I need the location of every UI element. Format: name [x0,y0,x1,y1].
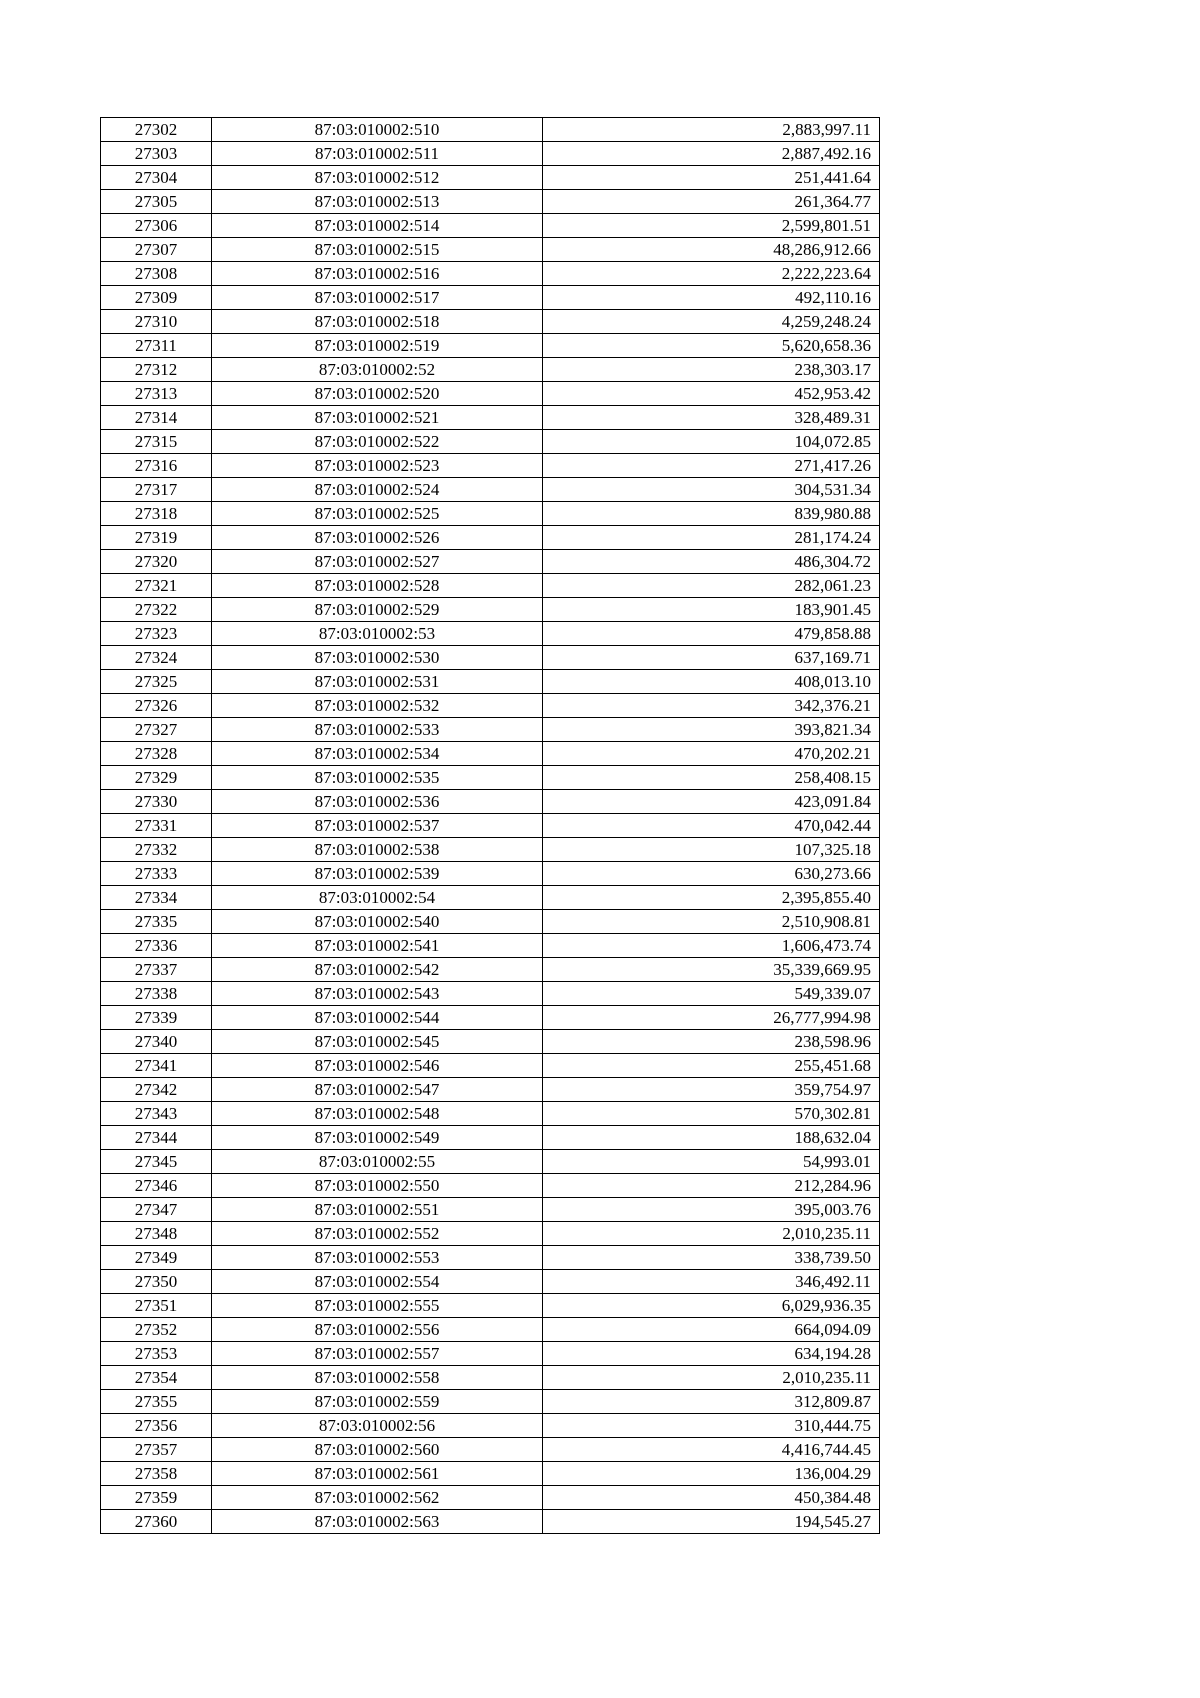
row-number-cell: 27359 [101,1486,212,1510]
table-row [101,1342,880,1366]
table-row [101,1270,880,1294]
table-row [101,622,880,646]
row-number-cell: 27333 [101,862,212,886]
row-number-cell: 27315 [101,430,212,454]
cadastral-number-cell: 87:03:010002:563 [212,1510,543,1534]
row-number-cell: 27327 [101,718,212,742]
table-row [101,958,880,982]
row-number-cell: 27340 [101,1030,212,1054]
row-number-cell: 27341 [101,1054,212,1078]
cadastral-number-cell: 87:03:010002:543 [212,982,543,1006]
row-number-cell: 27318 [101,502,212,526]
cadastral-number-cell: 87:03:010002:546 [212,1054,543,1078]
value-cell: 2,395,855.40 [543,886,880,910]
cadastral-number-cell: 87:03:010002:550 [212,1174,543,1198]
value-cell: 630,273.66 [543,862,880,886]
value-cell: 2,510,908.81 [543,910,880,934]
value-cell: 35,339,669.95 [543,958,880,982]
row-number-cell: 27336 [101,934,212,958]
table-row [101,142,880,166]
row-number-cell: 27303 [101,142,212,166]
row-number-cell: 27357 [101,1438,212,1462]
cadastral-number-cell: 87:03:010002:539 [212,862,543,886]
table-row [101,910,880,934]
cadastral-number-cell: 87:03:010002:512 [212,166,543,190]
row-number-cell: 27338 [101,982,212,1006]
value-cell: 188,632.04 [543,1126,880,1150]
row-number-cell: 27322 [101,598,212,622]
row-number-cell: 27307 [101,238,212,262]
value-cell: 634,194.28 [543,1342,880,1366]
cadastral-number-cell: 87:03:010002:53 [212,622,543,646]
row-number-cell: 27308 [101,262,212,286]
row-number-cell: 27346 [101,1174,212,1198]
table-row [101,886,880,910]
value-cell: 2,599,801.51 [543,214,880,238]
value-cell: 304,531.34 [543,478,880,502]
cadastral-number-cell: 87:03:010002:523 [212,454,543,478]
row-number-cell: 27329 [101,766,212,790]
row-number-cell: 27332 [101,838,212,862]
row-number-cell: 27360 [101,1510,212,1534]
value-cell: 342,376.21 [543,694,880,718]
cadastral-number-cell: 87:03:010002:530 [212,646,543,670]
table-row [101,598,880,622]
cadastral-number-cell: 87:03:010002:527 [212,550,543,574]
cadastral-number-cell: 87:03:010002:541 [212,934,543,958]
row-number-cell: 27356 [101,1414,212,1438]
row-number-cell: 27343 [101,1102,212,1126]
cadastral-number-cell: 87:03:010002:532 [212,694,543,718]
cadastral-number-cell: 87:03:010002:533 [212,718,543,742]
table-row [101,118,880,142]
row-number-cell: 27335 [101,910,212,934]
table-row [101,574,880,598]
value-cell: 251,441.64 [543,166,880,190]
value-cell: 470,202.21 [543,742,880,766]
row-number-cell: 27323 [101,622,212,646]
table-row [101,238,880,262]
cadastral-number-cell: 87:03:010002:535 [212,766,543,790]
row-number-cell: 27351 [101,1294,212,1318]
row-number-cell: 27304 [101,166,212,190]
value-cell: 261,364.77 [543,190,880,214]
cadastral-number-cell: 87:03:010002:545 [212,1030,543,1054]
table-row [101,406,880,430]
cadastral-number-cell: 87:03:010002:520 [212,382,543,406]
value-cell: 4,416,744.45 [543,1438,880,1462]
table-row [101,382,880,406]
table-row [101,1054,880,1078]
value-cell: 2,883,997.11 [543,118,880,142]
value-cell: 470,042.44 [543,814,880,838]
row-number-cell: 27324 [101,646,212,670]
cadastral-number-cell: 87:03:010002:525 [212,502,543,526]
table-row [101,358,880,382]
row-number-cell: 27337 [101,958,212,982]
value-cell: 664,094.09 [543,1318,880,1342]
value-cell: 2,887,492.16 [543,142,880,166]
table-row [101,814,880,838]
table-row [101,862,880,886]
row-number-cell: 27326 [101,694,212,718]
value-cell: 281,174.24 [543,526,880,550]
table-row [101,1486,880,1510]
table-row [101,790,880,814]
table-row [101,934,880,958]
cadastral-number-cell: 87:03:010002:515 [212,238,543,262]
value-cell: 450,384.48 [543,1486,880,1510]
table-row [101,1126,880,1150]
table-row [101,1222,880,1246]
cadastral-number-cell: 87:03:010002:529 [212,598,543,622]
row-number-cell: 27353 [101,1342,212,1366]
value-cell: 395,003.76 [543,1198,880,1222]
table-row [101,1390,880,1414]
value-cell: 492,110.16 [543,286,880,310]
value-cell: 2,222,223.64 [543,262,880,286]
table-row [101,502,880,526]
value-cell: 479,858.88 [543,622,880,646]
cadastral-number-cell: 87:03:010002:548 [212,1102,543,1126]
row-number-cell: 27314 [101,406,212,430]
cadastral-number-cell: 87:03:010002:536 [212,790,543,814]
value-cell: 107,325.18 [543,838,880,862]
value-cell: 104,072.85 [543,430,880,454]
cadastral-number-cell: 87:03:010002:519 [212,334,543,358]
value-cell: 452,953.42 [543,382,880,406]
cadastral-number-cell: 87:03:010002:537 [212,814,543,838]
value-cell: 549,339.07 [543,982,880,1006]
cadastral-number-cell: 87:03:010002:555 [212,1294,543,1318]
value-cell: 271,417.26 [543,454,880,478]
cadastral-number-cell: 87:03:010002:556 [212,1318,543,1342]
table-row [101,982,880,1006]
cadastral-number-cell: 87:03:010002:542 [212,958,543,982]
row-number-cell: 27310 [101,310,212,334]
value-cell: 183,901.45 [543,598,880,622]
table-row [101,286,880,310]
row-number-cell: 27331 [101,814,212,838]
cadastral-number-cell: 87:03:010002:538 [212,838,543,862]
cadastral-number-cell: 87:03:010002:552 [212,1222,543,1246]
table-row [101,1150,880,1174]
cadastral-number-cell: 87:03:010002:559 [212,1390,543,1414]
cadastral-number-cell: 87:03:010002:513 [212,190,543,214]
table-row [101,1030,880,1054]
value-cell: 637,169.71 [543,646,880,670]
value-cell: 5,620,658.36 [543,334,880,358]
value-cell: 2,010,235.11 [543,1366,880,1390]
table-row [101,1294,880,1318]
table-row [101,1174,880,1198]
row-number-cell: 27350 [101,1270,212,1294]
value-cell: 346,492.11 [543,1270,880,1294]
row-number-cell: 27339 [101,1006,212,1030]
table-row [101,646,880,670]
value-cell: 328,489.31 [543,406,880,430]
row-number-cell: 27311 [101,334,212,358]
cadastral-number-cell: 87:03:010002:562 [212,1486,543,1510]
row-number-cell: 27352 [101,1318,212,1342]
value-cell: 212,284.96 [543,1174,880,1198]
value-cell: 310,444.75 [543,1414,880,1438]
cadastral-number-cell: 87:03:010002:557 [212,1342,543,1366]
table-row [101,1462,880,1486]
row-number-cell: 27309 [101,286,212,310]
cadastral-number-cell: 87:03:010002:553 [212,1246,543,1270]
cadastral-number-cell: 87:03:010002:510 [212,118,543,142]
table-body [101,118,880,1534]
row-number-cell: 27317 [101,478,212,502]
row-number-cell: 27342 [101,1078,212,1102]
value-cell: 136,004.29 [543,1462,880,1486]
cadastral-number-cell: 87:03:010002:511 [212,142,543,166]
table-row [101,430,880,454]
table-row [101,550,880,574]
row-number-cell: 27347 [101,1198,212,1222]
value-cell: 4,259,248.24 [543,310,880,334]
table-row [101,1246,880,1270]
cadastral-number-cell: 87:03:010002:549 [212,1126,543,1150]
row-number-cell: 27344 [101,1126,212,1150]
table-row [101,334,880,358]
value-cell: 6,029,936.35 [543,1294,880,1318]
cadastral-number-cell: 87:03:010002:526 [212,526,543,550]
document-page [100,117,880,1534]
cadastral-number-cell: 87:03:010002:54 [212,886,543,910]
row-number-cell: 27325 [101,670,212,694]
row-number-cell: 27328 [101,742,212,766]
value-cell: 238,303.17 [543,358,880,382]
row-number-cell: 27302 [101,118,212,142]
table-row [101,670,880,694]
row-number-cell: 27348 [101,1222,212,1246]
value-cell: 255,451.68 [543,1054,880,1078]
table-row [101,1198,880,1222]
cadastral-number-cell: 87:03:010002:524 [212,478,543,502]
value-cell: 570,302.81 [543,1102,880,1126]
value-cell: 258,408.15 [543,766,880,790]
table-row [101,694,880,718]
value-cell: 312,809.87 [543,1390,880,1414]
table-row [101,766,880,790]
cadastral-number-cell: 87:03:010002:540 [212,910,543,934]
row-number-cell: 27345 [101,1150,212,1174]
cadastral-number-cell: 87:03:010002:528 [212,574,543,598]
value-cell: 338,739.50 [543,1246,880,1270]
value-cell: 282,061.23 [543,574,880,598]
value-cell: 486,304.72 [543,550,880,574]
table-row [101,1006,880,1030]
cadastral-number-cell: 87:03:010002:558 [212,1366,543,1390]
row-number-cell: 27330 [101,790,212,814]
cadastral-number-cell: 87:03:010002:522 [212,430,543,454]
value-cell: 393,821.34 [543,718,880,742]
cadastral-number-cell: 87:03:010002:56 [212,1414,543,1438]
value-cell: 2,010,235.11 [543,1222,880,1246]
value-cell: 48,286,912.66 [543,238,880,262]
table-row [101,1078,880,1102]
value-cell: 1,606,473.74 [543,934,880,958]
cadastral-number-cell: 87:03:010002:554 [212,1270,543,1294]
table-row [101,190,880,214]
table-row [101,1318,880,1342]
row-number-cell: 27358 [101,1462,212,1486]
row-number-cell: 27320 [101,550,212,574]
cadastral-number-cell: 87:03:010002:55 [212,1150,543,1174]
cadastral-number-cell: 87:03:010002:521 [212,406,543,430]
row-number-cell: 27355 [101,1390,212,1414]
cadastral-number-cell: 87:03:010002:52 [212,358,543,382]
value-cell: 26,777,994.98 [543,1006,880,1030]
table-row [101,454,880,478]
table-row [101,838,880,862]
row-number-cell: 27312 [101,358,212,382]
cadastral-number-cell: 87:03:010002:534 [212,742,543,766]
table-row [101,1102,880,1126]
cadastral-number-cell: 87:03:010002:560 [212,1438,543,1462]
value-cell: 423,091.84 [543,790,880,814]
data-table [100,117,880,1534]
row-number-cell: 27316 [101,454,212,478]
row-number-cell: 27305 [101,190,212,214]
cadastral-number-cell: 87:03:010002:514 [212,214,543,238]
row-number-cell: 27354 [101,1366,212,1390]
cadastral-number-cell: 87:03:010002:516 [212,262,543,286]
cadastral-number-cell: 87:03:010002:551 [212,1198,543,1222]
value-cell: 839,980.88 [543,502,880,526]
table-row [101,478,880,502]
table-row [101,526,880,550]
table-row [101,166,880,190]
cadastral-number-cell: 87:03:010002:544 [212,1006,543,1030]
table-row [101,262,880,286]
value-cell: 359,754.97 [543,1078,880,1102]
table-row [101,1438,880,1462]
cadastral-number-cell: 87:03:010002:561 [212,1462,543,1486]
cadastral-number-cell: 87:03:010002:547 [212,1078,543,1102]
table-row [101,1414,880,1438]
row-number-cell: 27349 [101,1246,212,1270]
row-number-cell: 27334 [101,886,212,910]
table-row [101,1510,880,1534]
row-number-cell: 27306 [101,214,212,238]
cadastral-number-cell: 87:03:010002:531 [212,670,543,694]
value-cell: 238,598.96 [543,1030,880,1054]
table-row [101,742,880,766]
value-cell: 194,545.27 [543,1510,880,1534]
row-number-cell: 27319 [101,526,212,550]
cadastral-number-cell: 87:03:010002:517 [212,286,543,310]
row-number-cell: 27321 [101,574,212,598]
value-cell: 408,013.10 [543,670,880,694]
cadastral-number-cell: 87:03:010002:518 [212,310,543,334]
value-cell: 54,993.01 [543,1150,880,1174]
row-number-cell: 27313 [101,382,212,406]
table-row [101,1366,880,1390]
table-row [101,214,880,238]
table-row [101,718,880,742]
table-row [101,310,880,334]
